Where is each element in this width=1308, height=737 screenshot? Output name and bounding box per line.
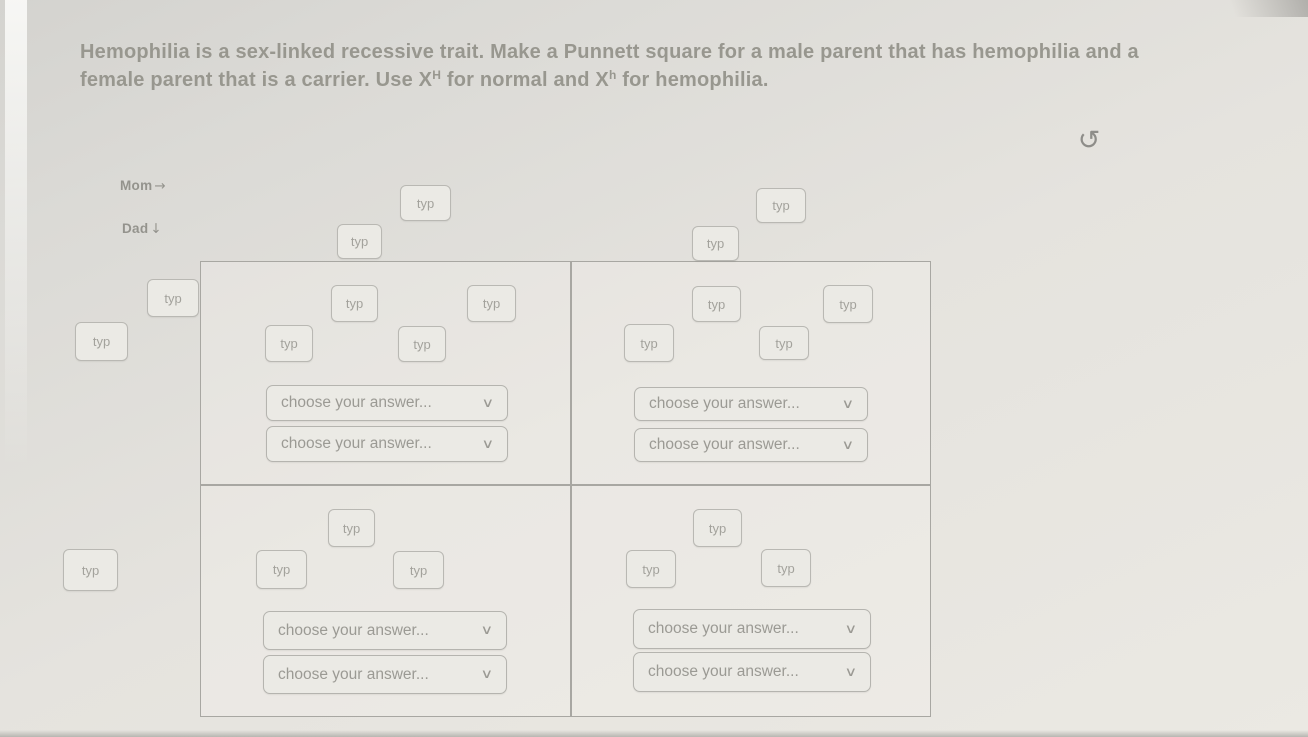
- undo-icon[interactable]: ↺: [1072, 124, 1106, 158]
- dropdown-label: choose your answer...: [648, 620, 799, 637]
- bl-answer-dropdown-2[interactable]: [263, 655, 507, 694]
- tl-answer-dropdown-2[interactable]: [266, 426, 508, 462]
- instructions-line2-text: female parent that is a carrier. Use X: [80, 69, 433, 92]
- chevron-down-icon: ∨: [841, 437, 855, 453]
- br-answer-dropdown-2[interactable]: [633, 652, 871, 692]
- chevron-down-icon: ∨: [480, 667, 494, 682]
- instructions-line2-text: for hemophilia.: [616, 69, 769, 92]
- down-arrow-icon: ↓: [150, 221, 163, 237]
- tl-answer-dropdown-1[interactable]: [266, 385, 508, 421]
- photo-glare-strip: [5, 0, 27, 470]
- mom-col1-allele-sup-input[interactable]: [400, 185, 451, 221]
- dad-row2-allele-base-input[interactable]: [63, 549, 118, 591]
- dropdown-label: choose your answer...: [648, 663, 799, 680]
- tl-allele2-base-input[interactable]: [398, 326, 446, 362]
- tr-allele2-sup-input[interactable]: [823, 285, 873, 323]
- bl-allele1-sup-input[interactable]: [328, 509, 375, 547]
- bl-allele1-base-input[interactable]: [256, 550, 307, 589]
- photo-bottom-edge: [0, 730, 1308, 737]
- chevron-down-icon: ∨: [844, 664, 858, 680]
- chevron-down-icon: ∨: [844, 621, 858, 637]
- mom-label-text: Mom: [120, 178, 153, 193]
- bl-answer-dropdown-1[interactable]: [263, 611, 507, 650]
- instructions-line-1: Hemophilia is a sex-linked recessive trait. Make a Punnett square for a male parent that has hemophilia and a: [80, 41, 1139, 63]
- dad-label-text: Dad: [122, 221, 149, 236]
- dad-row1-allele-base-input[interactable]: [75, 322, 128, 361]
- right-arrow-icon: →: [154, 178, 167, 194]
- tl-allele2-sup-input[interactable]: [467, 285, 516, 322]
- br-allele2-base-input[interactable]: [761, 549, 811, 587]
- tr-allele1-sup-input[interactable]: [692, 286, 741, 322]
- punnett-cell-top-right: [570, 261, 931, 484]
- chevron-down-icon: ∨: [841, 396, 855, 412]
- tl-allele1-sup-input[interactable]: [331, 285, 378, 322]
- br-allele1-base-input[interactable]: [626, 550, 676, 588]
- tr-allele1-base-input[interactable]: [624, 324, 674, 362]
- tr-answer-dropdown-2[interactable]: [634, 428, 868, 462]
- allele-normal-superscript: H: [432, 68, 442, 83]
- tr-answer-dropdown-1[interactable]: [634, 387, 868, 421]
- dropdown-label: choose your answer...: [281, 394, 432, 411]
- dropdown-label: choose your answer...: [649, 436, 800, 453]
- instructions-line2-text: for normal and X: [441, 69, 609, 92]
- question-instructions: [80, 38, 1255, 95]
- instructions-line-2: [80, 66, 1255, 94]
- punnett-cell-bottom-right: [570, 484, 931, 717]
- tr-allele2-base-input[interactable]: [759, 326, 809, 360]
- dropdown-label: choose your answer...: [278, 665, 429, 683]
- tl-allele1-base-input[interactable]: [265, 325, 313, 362]
- br-answer-dropdown-1[interactable]: [633, 609, 871, 649]
- dropdown-label: choose your answer...: [278, 621, 429, 639]
- allele-hemophilia-superscript: h: [608, 68, 617, 83]
- bl-allele2-base-input[interactable]: [393, 551, 444, 589]
- dropdown-label: choose your answer...: [281, 435, 432, 452]
- br-allele1-sup-input[interactable]: [693, 509, 742, 547]
- punnett-cell-top-left: [200, 261, 570, 484]
- chevron-down-icon: ∨: [480, 623, 494, 638]
- chevron-down-icon: ∨: [481, 395, 495, 411]
- photo-corner-shadow: [1213, 0, 1308, 17]
- dad-row1-allele-sup-input[interactable]: [147, 279, 199, 317]
- mom-col1-allele-base-input[interactable]: [337, 224, 382, 259]
- dropdown-label: choose your answer...: [649, 395, 800, 412]
- punnett-cell-bottom-left: [200, 484, 570, 717]
- mom-col2-allele-sup-input[interactable]: [756, 188, 806, 223]
- dad-axis-label: [122, 221, 162, 237]
- chevron-down-icon: ∨: [481, 436, 495, 452]
- mom-axis-label: [120, 178, 166, 194]
- mom-col2-allele-base-input[interactable]: [692, 226, 739, 261]
